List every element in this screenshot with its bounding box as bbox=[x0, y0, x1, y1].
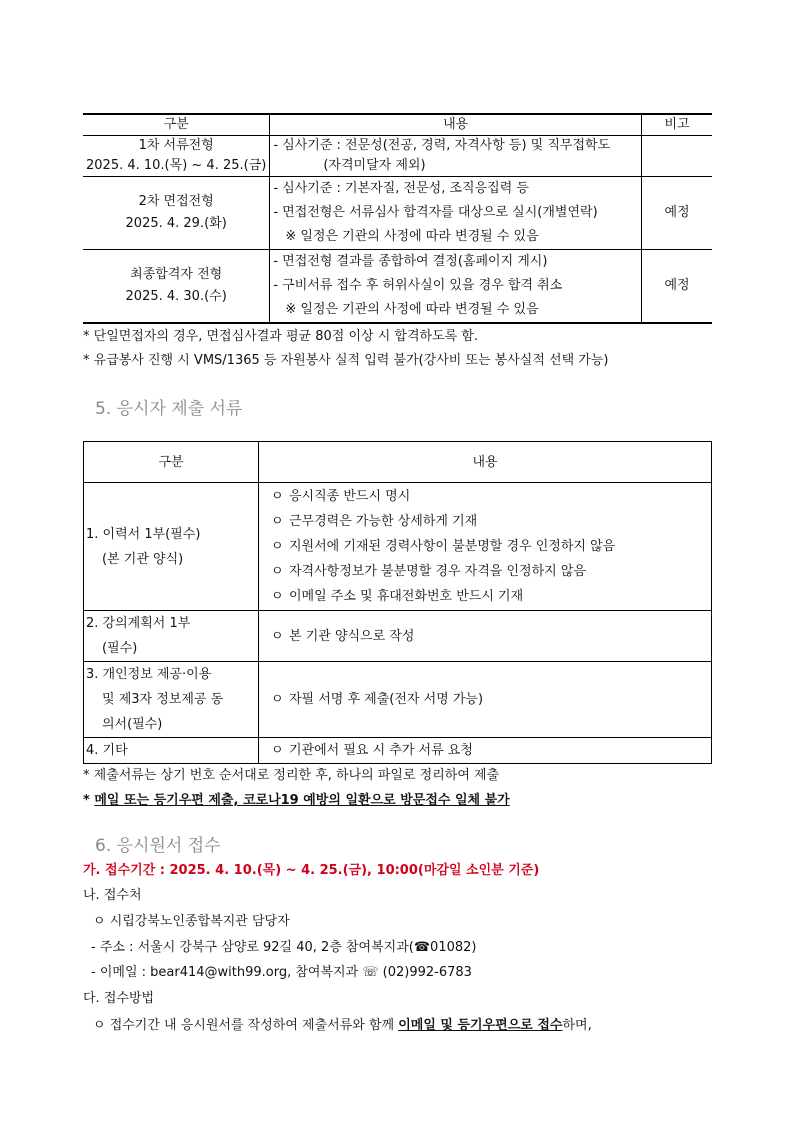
row-content-line: - 면접전형은 서류심사 합격자를 대상으로 실시(개별연락) bbox=[273, 205, 598, 220]
application-address: - 주소 : 서울시 강북구 삼양로 92길 40, 2층 참여복지과(☎01082) bbox=[91, 940, 477, 955]
bullet-icon: ㅇ bbox=[271, 539, 284, 554]
row-content-line: - 심사기준 : 전문성(전공, 경력, 자격사항 등) 및 직무접학도 bbox=[273, 138, 611, 153]
row-category-line: 및 제3자 정보제공 동 bbox=[102, 692, 224, 707]
row-date-line: 2025. 4. 30.(수) bbox=[125, 289, 227, 304]
header-content: 내용 bbox=[259, 442, 712, 483]
footnote-marker: * bbox=[83, 793, 95, 808]
method-emphasis: 이메일 및 등기우편으로 접수 bbox=[398, 1018, 563, 1033]
section-5-title: 5. 응시자 제출 서류 bbox=[95, 399, 243, 419]
application-method bbox=[93, 1014, 592, 1033]
list-item: 근무경력은 가능한 상세하게 기재 bbox=[289, 514, 478, 529]
bullet-icon: ㅇ bbox=[271, 489, 284, 504]
table2-footnote: * 제출서류는 상기 번호 순서대로 정리한 후, 하나의 파일로 정리하여 제출 bbox=[83, 768, 500, 783]
application-method-label: 다. 접수방법 bbox=[83, 991, 155, 1006]
bullet-icon: ㅇ bbox=[271, 628, 284, 644]
header-note: 비고 bbox=[642, 114, 713, 136]
method-text-end: 하며, bbox=[562, 1018, 592, 1033]
row-category-line: 1. 이력서 1부(필수) bbox=[86, 526, 201, 542]
row-category-line: 4. 기타 bbox=[86, 743, 128, 758]
table2-footnote-emphasis bbox=[83, 789, 510, 808]
footnote-text: 메일 또는 등기우편 제출, 코로나19 예방의 일환으로 방문접수 일체 불가 bbox=[94, 793, 510, 808]
list-item: 기관에서 필요 시 추가 서류 요청 bbox=[289, 743, 473, 758]
row-category-line: 2차 면접전형 bbox=[138, 194, 214, 209]
row-content-line: - 구비서류 접수 후 허위사실이 있을 경우 합격 취소 bbox=[273, 278, 563, 293]
bullet-icon: ㅇ bbox=[271, 514, 284, 529]
header-category: 구분 bbox=[83, 114, 270, 136]
header-category: 구분 bbox=[84, 442, 259, 483]
row-content-line: (자격미달자 제외) bbox=[323, 158, 426, 173]
row-content-line: - 면접전형 결과를 종합하여 결정(홈페이지 게시) bbox=[273, 254, 548, 269]
row-category-line: 1차 서류전형 bbox=[138, 138, 214, 153]
row-category-line: 최종합격자 전형 bbox=[130, 267, 223, 282]
bullet-icon: ㅇ bbox=[271, 743, 284, 758]
row-category-line: (필수) bbox=[102, 641, 138, 656]
section-6-title: 6. 응시원서 접수 bbox=[95, 836, 221, 856]
row-category-line: 3. 개인정보 제공·이용 bbox=[86, 667, 212, 682]
row-note: 예정 bbox=[642, 250, 713, 324]
list-item: 자필 서명 후 제출(전자 서명 가능) bbox=[289, 692, 484, 707]
table-row bbox=[84, 662, 712, 738]
row-date-line: 2025. 4. 29.(화) bbox=[125, 216, 227, 231]
table-row bbox=[84, 611, 712, 662]
list-item: 응시직종 반드시 명시 bbox=[289, 489, 411, 504]
row-content-line: - 심사기준 : 기본자질, 전문성, 조직응집력 등 bbox=[273, 181, 529, 196]
row-category-line: 2. 강의계획서 1부 bbox=[86, 616, 191, 631]
bullet-icon: ㅇ bbox=[271, 564, 284, 579]
row-date-line: 2025. 4. 10.(목) ~ 4. 25.(금) bbox=[86, 158, 267, 173]
row-content-note: ※ 일정은 기관의 사정에 따라 변경될 수 있음 bbox=[285, 302, 539, 317]
header-content: 내용 bbox=[270, 114, 642, 136]
row-category-line: 의서(필수) bbox=[102, 717, 163, 732]
row-note bbox=[642, 136, 713, 177]
list-item: 지원서에 기재된 경력사항이 불분명할 경우 인정하지 않음 bbox=[289, 539, 616, 554]
application-place-label: 나. 접수처 bbox=[83, 888, 142, 903]
method-text: ㅇ 접수기간 내 응시원서를 작성하여 제출서류와 함께 bbox=[93, 1018, 399, 1033]
application-period: 가. 접수기간 : 2025. 4. 10.(목) ~ 4. 25.(금), 10:00(마감일 소인분 기준) bbox=[83, 863, 540, 878]
table-row bbox=[83, 177, 712, 250]
application-email: - 이메일 : bear414@with99.org, 참여복지과 ☏ (02)992-6783 bbox=[91, 965, 472, 980]
row-category-line: (본 기관 양식) bbox=[102, 551, 184, 567]
list-item: 이메일 주소 및 휴대전화번호 반드시 기재 bbox=[289, 589, 524, 604]
table-row bbox=[83, 250, 712, 324]
table1-footnote: * 유급봉사 진행 시 VMS/1365 등 자원봉사 실적 입력 불가(강사비 또는 봉사실적 선택 가능) bbox=[83, 353, 609, 368]
row-content-note: ※ 일정은 기관의 사정에 따라 변경될 수 있음 bbox=[285, 229, 539, 244]
table-row bbox=[84, 738, 712, 764]
row-note: 예정 bbox=[642, 177, 713, 250]
list-item: 자격사항정보가 불분명할 경우 자격을 인정하지 않음 bbox=[289, 564, 586, 579]
bullet-icon: ㅇ bbox=[271, 589, 284, 604]
required-documents-table bbox=[83, 441, 712, 764]
list-item: 본 기관 양식으로 작성 bbox=[289, 628, 415, 644]
application-place-name: ㅇ 시립강북노인종합복지관 담당자 bbox=[93, 914, 290, 929]
table-row bbox=[83, 136, 712, 177]
table1-footnote: * 단일면접자의 경우, 면접심사결과 평균 80점 이상 시 합격하도록 함. bbox=[83, 329, 479, 344]
bullet-icon: ㅇ bbox=[271, 692, 284, 707]
table-row bbox=[84, 483, 712, 611]
screening-schedule-table bbox=[83, 113, 712, 324]
